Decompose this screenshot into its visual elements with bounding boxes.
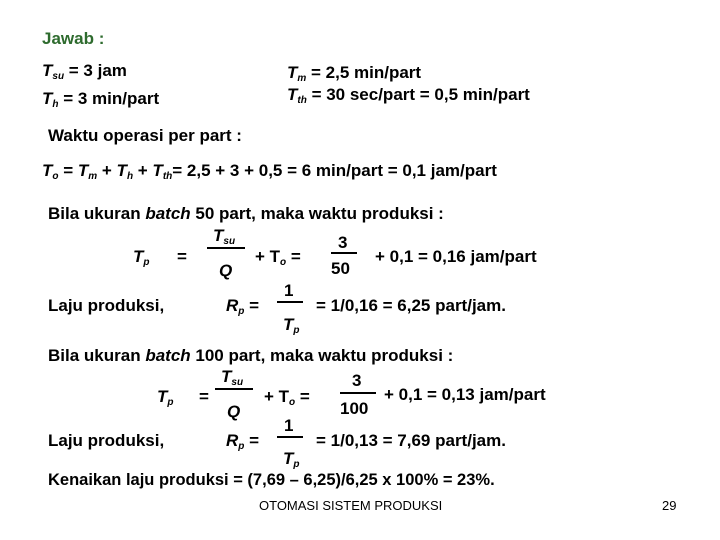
to-plus-1: + (97, 161, 117, 180)
tm-symbol: T (287, 63, 298, 82)
to-sub-m: m (88, 171, 98, 182)
case1-frac-den: Q (219, 261, 233, 280)
tm-subscript: m (297, 73, 307, 84)
case2-rp-sub: p (238, 441, 245, 452)
case1-rp-result: = 1/0,16 = 6,25 part/jam. (316, 296, 506, 315)
tsu-value: = 3 jam (64, 61, 127, 80)
case2-frac2-num: 3 (352, 371, 362, 390)
case1-rp-den-sym: T (283, 315, 294, 334)
case1-rp-den-sub: p (293, 325, 300, 336)
case1-frac-num-sym: T (213, 226, 224, 245)
case2-eq: = (199, 387, 209, 406)
tsu-symbol: T (42, 61, 53, 80)
case2-frac-line (215, 388, 253, 390)
case2-intro-post: 100 part, maka waktu produksi : (190, 346, 454, 365)
case2-rp-den (283, 450, 300, 470)
to-sub-th: th (162, 171, 173, 182)
case2-tp-sym: T (157, 387, 168, 406)
case2-rp-den-sym: T (283, 449, 294, 468)
case2-to-sub: o (289, 397, 296, 408)
case2-frac2-line (340, 392, 376, 394)
case2-frac-num-sub: su (231, 377, 244, 388)
conclusion: Kenaikan laju produksi = (7,69 – 6,25)/6,25 x 100% = 23%. (48, 471, 495, 489)
case2-rp (226, 432, 259, 452)
case1-tp-sub: p (143, 257, 150, 268)
case1-eq: = (177, 247, 187, 266)
th-value: = 3 min/part (58, 89, 160, 108)
case2-laju-label: Laju produksi, (48, 431, 165, 450)
case2-rp-num: 1 (284, 416, 294, 435)
tth-symbol: T (287, 85, 298, 104)
case2-frac-num-sym: T (221, 367, 232, 386)
case2-plus-t: + T (264, 387, 290, 406)
case1-rp-sub: p (238, 306, 245, 317)
to-equation (42, 162, 497, 182)
case1-rp-num: 1 (284, 281, 294, 300)
case1-intro-batch: batch (145, 204, 191, 223)
case1-rp-den (283, 316, 300, 336)
case2-plus-to (264, 388, 310, 408)
case1-tp (133, 248, 150, 268)
given-tsu (42, 62, 127, 82)
case1-eq2: = (290, 247, 301, 266)
case1-frac-line (207, 247, 245, 249)
case2-rp-line (277, 436, 303, 438)
case1-intro-post: 50 part, maka waktu produksi : (190, 204, 444, 223)
case1-frac2-num: 3 (338, 233, 348, 252)
tm-t: T (77, 161, 89, 180)
case2-rp-den-sub: p (293, 459, 300, 470)
case1-rp-eq: = (249, 296, 260, 315)
case2-intro-pre: Bila ukuran (48, 346, 146, 365)
case1-laju-label: Laju produksi, (48, 296, 165, 315)
to-result: = 2,5 + 3 + 0,5 = 6 min/part = 0,1 jam/part (172, 161, 497, 180)
case1-frac-num (213, 227, 235, 247)
to-plus-2: + (133, 161, 153, 180)
case1-frac-num-sub: su (223, 236, 236, 247)
case1-rp-line (277, 301, 303, 303)
to-sub-o: o (52, 171, 59, 182)
case1-intro (48, 205, 444, 222)
tsu-subscript: su (52, 71, 65, 82)
th-subscript: h (52, 99, 59, 110)
to-sub-h: h (126, 171, 134, 182)
tth-t: T (152, 161, 163, 180)
case1-rp (226, 297, 259, 317)
case2-rp-result: = 1/0,13 = 7,69 part/jam. (316, 431, 506, 450)
case1-result: + 0,1 = 0,16 jam/part (375, 247, 537, 266)
tth-subscript: th (297, 95, 307, 106)
given-th (42, 90, 159, 110)
page-number: 29 (662, 498, 677, 513)
case2-eq2: = (299, 387, 310, 406)
case1-intro-pre: Bila ukuran (48, 204, 146, 223)
case1-frac2-den: 50 (331, 259, 350, 278)
case1-rp-sym: R (226, 296, 239, 315)
case2-frac-den: Q (227, 402, 241, 421)
given-tth (287, 86, 530, 106)
tth-value: = 30 sec/part = 0,5 min/part (306, 85, 530, 104)
case1-plus-to (255, 248, 301, 268)
case1-tp-sym: T (133, 247, 144, 266)
case1-frac2-line (331, 252, 357, 254)
case2-tp (157, 388, 174, 408)
case2-intro-batch: batch (145, 346, 191, 365)
answer-header: Jawab : (42, 29, 105, 48)
waktu-operasi-label: Waktu operasi per part : (48, 126, 242, 145)
th-t: T (116, 161, 127, 180)
case2-rp-sym: R (226, 431, 239, 450)
case2-rp-eq: = (249, 431, 260, 450)
th-symbol: T (42, 89, 53, 108)
case2-frac2-den: 100 (340, 399, 369, 418)
case2-tp-sub: p (167, 397, 174, 408)
case2-frac-num (221, 368, 243, 388)
case1-plus-t: + T (255, 247, 281, 266)
to-eq: = (58, 161, 78, 180)
given-tm (287, 64, 421, 84)
case1-to-sub: o (280, 257, 287, 268)
footer-title: OTOMASI SISTEM PRODUKSI (259, 498, 443, 513)
case2-result: + 0,1 = 0,13 jam/part (384, 385, 546, 404)
to-t: T (42, 161, 53, 180)
tm-value: = 2,5 min/part (306, 63, 422, 82)
case2-intro (48, 347, 453, 364)
